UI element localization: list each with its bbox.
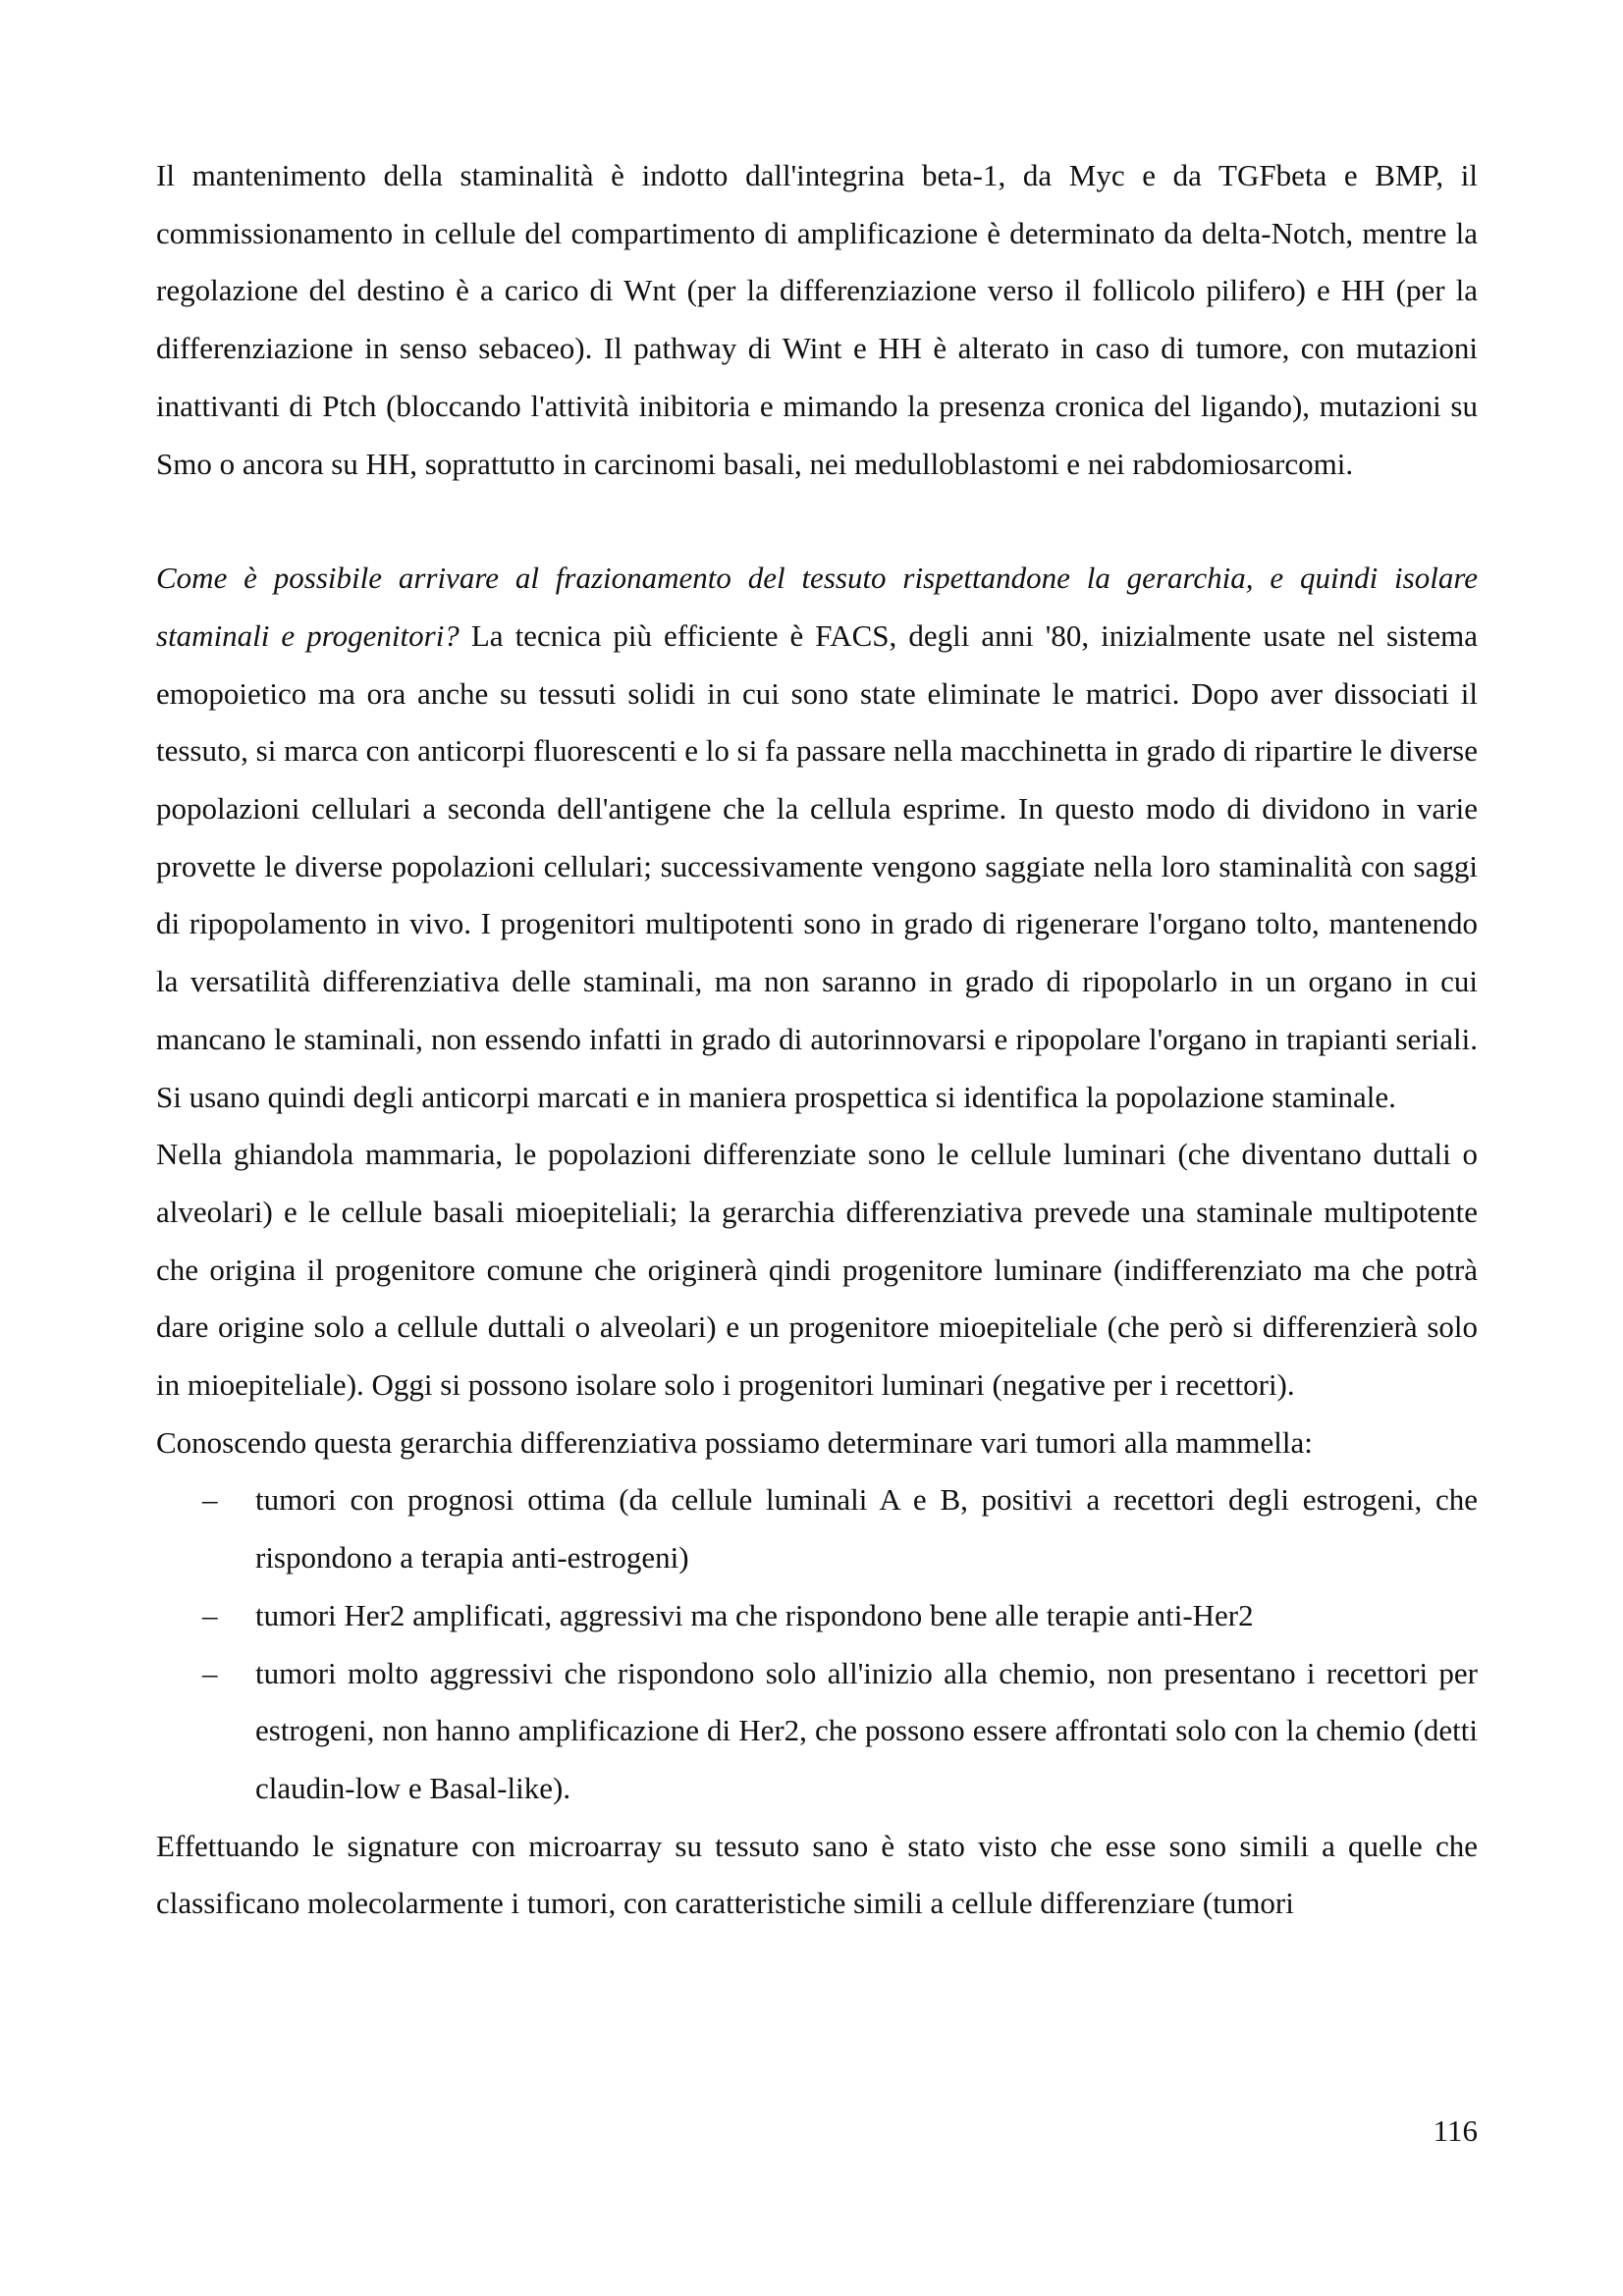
list-item	[156, 1471, 1478, 1586]
dash-bullet: –	[202, 1482, 218, 1518]
list-item-text: tumori molto aggressivi che rispondono solo all'inizio alla chemio, non presentano i recettori per estrogeni, non hanno amplificazione di Her2, che possono essere affrontati solo con la chemio (detti claudin-low e Basal-like).	[255, 1655, 1478, 1805]
dash-bullet: –	[202, 1597, 218, 1632]
paragraph-question: Come è possibile arrivare al frazionamento del tessuto rispettandone la gerarchia, e quindi isolare staminali e progenitori?	[156, 561, 1478, 653]
list-item	[156, 1587, 1478, 1645]
paragraph-tumor-intro: Conoscendo questa gerarchia differenziativa possiamo determinare vari tumori alla mammella:	[156, 1424, 1313, 1460]
tumor-type-list	[156, 1471, 1478, 1817]
page-number: 116	[1433, 2113, 1478, 2148]
list-item-text: tumori con prognosi ottima (da cellule luminali A e B, positivi a recettori degli estrogeni, che rispondono a terapia anti-estrogeni)	[255, 1482, 1478, 1575]
paragraph-gap	[156, 493, 1478, 550]
paragraph-microarray: Effettuando le signature con microarray su tessuto sano è stato visto che esse sono simili a quelle che classificano molecolarmente i tumori, con caratteristiche simili a cellule differenziare (tumori	[156, 1828, 1478, 1921]
paragraph-facs	[156, 550, 1478, 1126]
page-body	[156, 147, 1478, 1933]
list-item	[156, 1645, 1478, 1818]
paragraph-facs-body: La tecnica più efficiente è FACS, degli anni '80, inizialmente usate nel sistema emopoietico ma ora anche su tessuti solidi in cui sono state eliminate le matrici. Dopo aver dissociati il tessuto, si marca con anticorpi fluorescenti e lo si fa passare nella macchinetta in grado di ripartire le diverse popolazioni cellulari a seconda dell'antigene che la cellula esprime. In questo modo di dividono in varie provette le diverse popolazioni cellulari; successivamente vengono saggiate nella loro staminalità con saggi di ripopolamento in vivo. I progenitori multipotenti sono in grado di rigenerare l'organo tolto, mantenendo la versatilità differenziativa delle staminali, ma non saranno in grado di ripopolarlo in un organo in cui mancano le staminali, non essendo infatti in grado di autorinnovarsi e ripopolare l'organo in trapianti seriali. Si usano quindi degli anticorpi marcati e in maniera prospettica si identifica la popolazione staminale.	[156, 617, 1478, 1114]
paragraph-mammary-hierarchy: Nella ghiandola mammaria, le popolazioni differenziate sono le cellule luminari (che diventano duttali o alveolari) e le cellule basali mioepiteliali; la gerarchia differenziativa prevede una staminale multipotente che origina il progenitore comune che originerà qindi progenitore luminare (indifferenziato ma che potrà dare origine solo a cellule duttali o alveolari) e un progenitore mioepiteliale (che però si differenzierà solo in mioepiteliale). Oggi si possono isolare solo i progenitori luminari (negative per i recettori).	[156, 1137, 1478, 1403]
dash-bullet: –	[202, 1655, 218, 1690]
paragraph-stemness-signaling: Il mantenimento della staminalità è indotto dall'integrina beta-1, da Myc e da TGFbeta e BMP, il commissionamento in cellule del compartimento di amplificazione è determinato da delta-Notch, mentre la regolazione del destino è a carico di Wnt (per la differenziazione verso il follicolo pilifero) e HH (per la differenziazione in senso sebaceo). Il pathway di Wint e HH è alterato in caso di tumore, con mutazioni inattivanti di Ptch (bloccando l'attività inibitoria e mimando la presenza cronica del ligando), mutazioni su Smo o ancora su HH, soprattutto in carcinomi basali, nei medulloblastomi e nei rabdomiosarcomi.	[156, 158, 1478, 481]
list-item-text: tumori Her2 amplificati, aggressivi ma che rispondono bene alle terapie anti-Her2	[255, 1597, 1254, 1632]
